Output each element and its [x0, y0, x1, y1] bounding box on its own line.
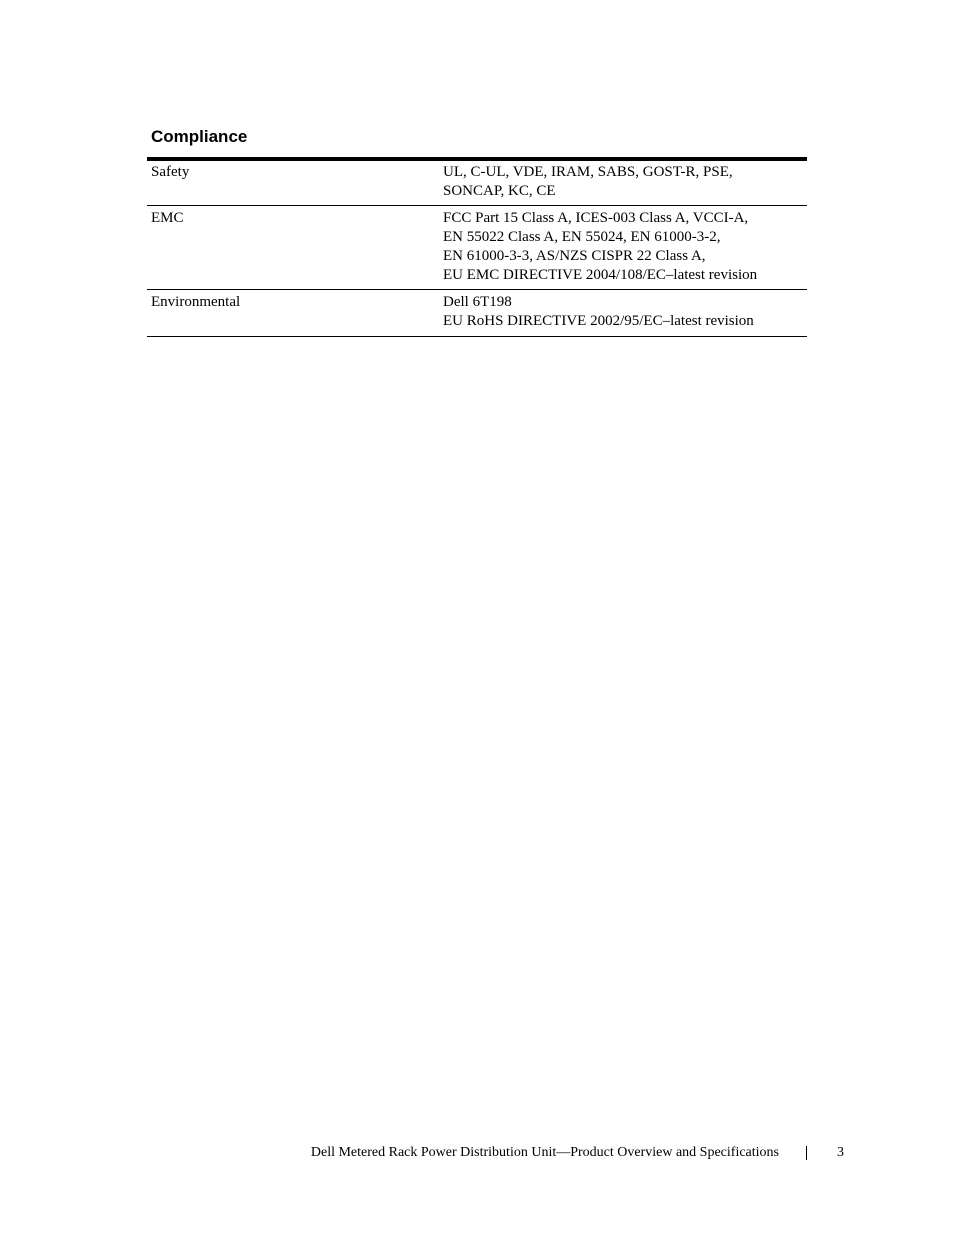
row-label: EMC [151, 210, 184, 227]
row-label: Environmental [151, 294, 241, 311]
value-line: EU EMC DIRECTIVE 2004/108/EC–latest revision [443, 266, 758, 283]
value-line: UL, C-UL, VDE, IRAM, SABS, GOST-R, PSE, [443, 164, 733, 180]
row-value [443, 293, 807, 330]
table-row-environmental [147, 290, 807, 336]
row-value [443, 163, 807, 200]
value-line: SONCAP, KC, CE [443, 182, 556, 199]
row-value [443, 209, 807, 284]
table-row-safety [147, 161, 807, 206]
value-line: FCC Part 15 Class A, ICES-003 Class A, VCCI-A, [443, 210, 749, 227]
compliance-table [147, 157, 807, 337]
footer-separator [806, 1146, 807, 1160]
table-row-emc [147, 206, 807, 290]
row-label: Safety [151, 164, 190, 180]
value-line: EU RoHS DIRECTIVE 2002/95/EC–latest revision [443, 312, 754, 329]
value-line: Dell 6T198 [443, 294, 512, 311]
page-number: 3 [837, 1145, 844, 1160]
section-title: Compliance [151, 127, 248, 146]
value-line: EN 61000-3-3, AS/NZS CISPR 22 Class A, [443, 247, 706, 264]
footer-doc-title: Dell Metered Rack Power Distribution Unit—Product Overview and Specifications [310, 1145, 779, 1160]
value-line: EN 55022 Class A, EN 55024, EN 61000-3-2, [443, 229, 721, 246]
